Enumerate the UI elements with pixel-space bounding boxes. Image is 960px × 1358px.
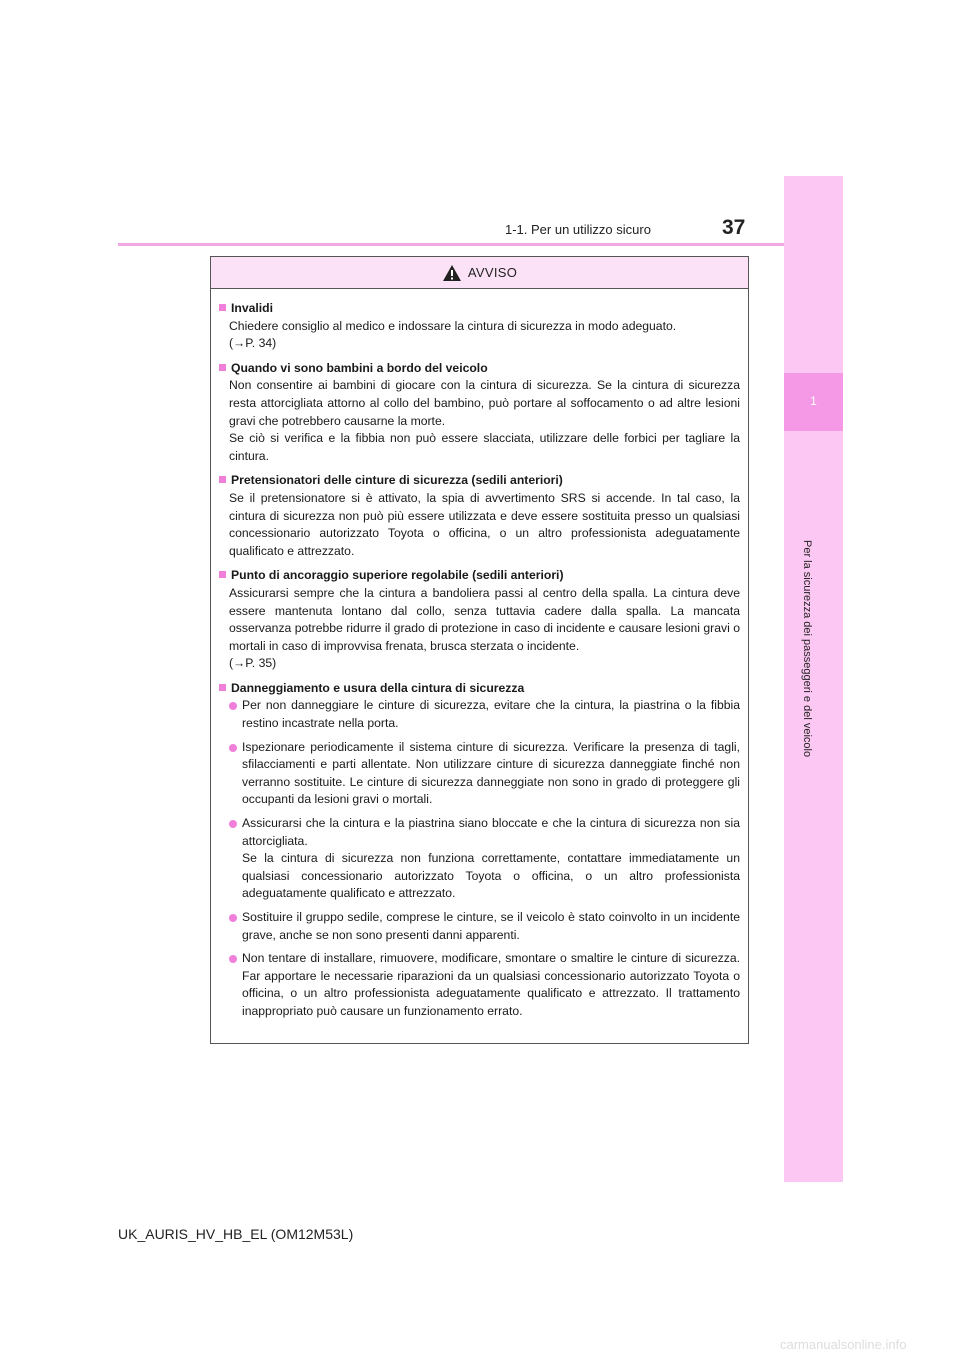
bullet-text: Assicurarsi che la cintura e la piastrina siano bloccate e che la cintura di sicurezza non sia attorcigliata. Se la cintura di sicurezza non funziona correttamente, contattare immediatamente un qualsiasi concessionario autorizzato Toyota o officina, o un altro professionista adeguatamente qualificato e attrezzato. xyxy=(242,816,740,901)
warning-paragraph: (→P. 34) xyxy=(229,336,277,351)
warning-item-title: Invalidi xyxy=(231,301,273,315)
bullet-text: Ispezionare periodicamente il sistema cinture di sicurezza. Verificare la presenza di tagli, sfilacciamenti e parti allentate. Non utilizzare cinture di sicurezza danneggiate finché non verranno sostituite. Le cinture di sicurezza danneggiate non sono in grado di proteggere gli occupanti da lesioni gravi o mortali. xyxy=(242,739,740,807)
warning-item-heading xyxy=(219,680,740,698)
warning-paragraph: Se il pretensionatore si è attivato, la spia di avvertimento SRS si accende. In tal caso, la cintura di sicurezza non può più essere utilizzata e deve essere sostituita presso un qualsiasi concessionario autorizzato Toyota o officina, o un altro professionista adeguatamente qualificato e attrezzato. xyxy=(229,490,740,558)
square-bullet-icon xyxy=(219,571,226,578)
bullet-item xyxy=(219,697,740,732)
chapter-side-tab xyxy=(784,176,843,1182)
warning-item-heading xyxy=(219,300,740,318)
bullet-text: Non tentare di installare, rimuovere, modificare, smontare o smaltire le cinture di sicurezza. Far apportare le necessarie riparazioni da un qualsiasi concessionario autorizzato Toyota o officina, o un altro professionista adeguatamente qualificato e attrezzato. Il trattamento inappropriato può causare un funzionamento errato. xyxy=(242,951,740,1018)
warning-paragraph: Chiedere consiglio al medico e indossare la cintura di sicurezza in modo adeguato. xyxy=(229,318,677,333)
warning-paragraph: Non consentire ai bambini di giocare con la cintura di sicurezza. Se la cintura di sicurezza resta attorcigliata attorno al collo del bambino, può portare al soffocamento o ad altre lesioni gravi che potrebbero causarne la morte. xyxy=(229,378,740,428)
warning-item xyxy=(219,360,740,466)
section-title: 1-1. Per un utilizzo sicuro xyxy=(505,222,651,237)
warning-item-title: Pretensionatori delle cinture di sicurezza (sedili anteriori) xyxy=(231,473,563,488)
round-bullet-icon xyxy=(229,702,237,710)
warning-item-title: Punto di ancoraggio superiore regolabile (sedili anteriori) xyxy=(231,568,564,583)
bullet-item xyxy=(219,739,740,809)
warning-item xyxy=(219,472,740,560)
bullet-item xyxy=(219,909,740,944)
bullet-text: Sostituire il gruppo sedile, comprese le cinture, se il veicolo è stato coinvolto in un incidente grave, anche se non sono presenti danni apparenti. xyxy=(242,910,740,942)
round-bullet-icon xyxy=(229,744,237,752)
square-bullet-icon xyxy=(219,684,226,691)
bullet-item xyxy=(219,815,740,903)
page-number: 37 xyxy=(722,216,746,239)
bullet-item xyxy=(219,950,740,1020)
warning-paragraph: Assicurarsi sempre che la cintura a bandoliera passi al centro della spalla. La cintura deve essere mantenuta lontano dal collo, senza tuttavia cadere dalla spalla. La mancata osservanza potrebbe ridurre il grado di protezione in caso di incidente e causare lesioni gravi o mortali in caso di improvvisa frenata, brusca sterzata o incidente. xyxy=(229,585,740,653)
round-bullet-icon xyxy=(229,820,237,828)
chapter-number: 1 xyxy=(810,394,817,408)
warning-paragraph: (→P. 35) xyxy=(229,656,277,671)
warning-item-title: Quando vi sono bambini a bordo del veicolo xyxy=(231,360,488,375)
round-bullet-icon xyxy=(229,914,237,922)
manual-code: UK_AURIS_HV_HB_EL (OM12M53L) xyxy=(118,1226,354,1242)
bullet-text: Per non danneggiare le cinture di sicurezza, evitare che la cintura, la piastrina o la fibbia restino incastrate nella porta. xyxy=(242,698,740,731)
warning-title: AVVISO xyxy=(467,265,518,280)
warning-header xyxy=(211,257,748,289)
square-bullet-icon xyxy=(219,364,226,371)
warning-item-heading xyxy=(219,360,740,378)
square-bullet-icon xyxy=(219,304,226,311)
warning-triangle-icon xyxy=(442,264,462,282)
square-bullet-icon xyxy=(219,476,226,483)
warning-item-heading xyxy=(219,567,740,585)
warning-item-heading xyxy=(219,472,740,490)
warning-item xyxy=(219,567,740,673)
warning-item xyxy=(219,300,740,353)
warning-item xyxy=(219,680,740,1021)
warning-paragraph: Se ciò si verifica e la fibbia non può essere slacciata, utilizzare delle forbici per tagliare la cintura. xyxy=(229,431,740,463)
warning-box xyxy=(210,256,749,1044)
header-rule xyxy=(118,243,784,246)
round-bullet-icon xyxy=(229,955,237,963)
chapter-title: Per la sicurezza dei passeggeri e del veicolo xyxy=(801,540,813,758)
watermark: carmanualsonline.info xyxy=(780,1337,907,1352)
warning-item-title: Danneggiamento e usura della cintura di sicurezza xyxy=(231,680,525,695)
warning-body xyxy=(211,289,748,1021)
